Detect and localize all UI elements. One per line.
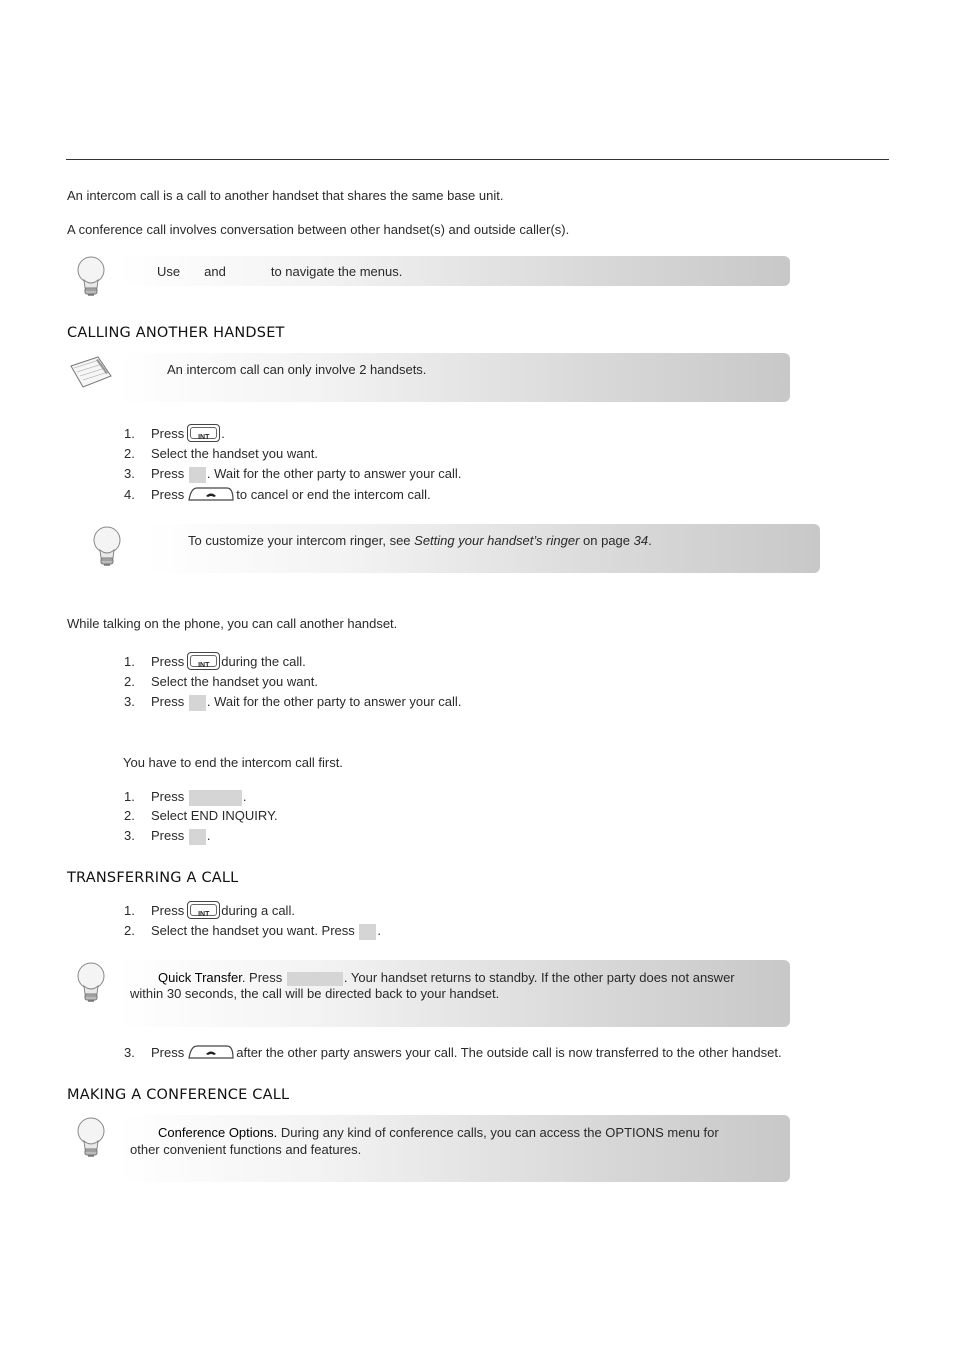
tip-quick-transfer-line1: Quick Transfer. Press . Your handset returns to standby. If the other party does not answer — [158, 970, 735, 985]
heading-calling-another-handset: CALLING ANOTHER HANDSET — [67, 325, 285, 341]
tip-conference-line2: other convenient functions and features. — [130, 1142, 362, 1157]
steps-calling: 1. Press INT . 2. Select the handset you want. 3. Press . Wait for the other party to answer your call. 4. Press to cancel or end the intercom call. — [124, 424, 824, 508]
softkey-placeholder — [189, 790, 242, 806]
lightbulb-icon — [74, 256, 108, 298]
lightbulb-icon — [74, 962, 108, 1004]
intro-line-1: An intercom call is a call to another handset that shares the same base unit. — [67, 188, 504, 203]
ok-key-placeholder — [359, 924, 376, 940]
heading-transferring-a-call: TRANSFERRING A CALL — [67, 870, 239, 886]
tip-and: and — [204, 264, 226, 279]
intro-line-2: A conference call involves conversation between other handset(s) and outside caller(s). — [67, 222, 570, 237]
tip-navigate-text — [157, 263, 402, 280]
tip-use: Use — [157, 264, 181, 279]
tip-conference-title: Conference Options. — [158, 1125, 278, 1140]
ok-key-placeholder — [189, 829, 206, 845]
header-rule — [66, 159, 889, 160]
tip-quick-transfer-title: Quick Transfer — [158, 970, 242, 985]
int-key-icon: INT — [187, 424, 220, 442]
steps-transfer: 1. Press INT during a call. 2. Select the handset you want. Press . — [124, 901, 824, 943]
link-setting-ringer[interactable]: Setting your handset’s ringer — [414, 533, 580, 548]
tip-quick-transfer-line2: within 30 seconds, the call will be directed back to your handset. — [130, 986, 500, 1001]
tip-customize-text: To customize your intercom ringer, see Setting your handset’s ringer on page 34. — [188, 533, 652, 548]
notepad-icon — [68, 354, 114, 390]
int-key-icon: INT — [187, 652, 220, 670]
note-text: An intercom call can only involve 2 handsets. — [167, 362, 427, 377]
ok-key-placeholder — [189, 695, 206, 711]
tip-conference-line1: Conference Options. During any kind of conference calls, you can access the OPTIONS menu for — [158, 1125, 719, 1140]
int-key-icon: INT — [187, 901, 220, 919]
heading-making-a-conference-call: MAKING A CONFERENCE CALL — [67, 1087, 290, 1103]
page-ref[interactable]: 34 — [633, 533, 649, 548]
ok-key-placeholder — [189, 467, 206, 483]
steps-transfer-continued: 3. Press after the other party answers your call. The outside call is now transferred to the other handset. — [124, 1045, 782, 1060]
tip-rest: to navigate the menus. — [270, 264, 403, 279]
lightbulb-icon — [74, 1117, 108, 1159]
steps-while-talking: 1. Press INT during the call. 2. Select the handset you want. 3. Press . Wait for the other party to answer your call. — [124, 652, 824, 714]
softkey-placeholder — [287, 972, 343, 986]
section3-intro: You have to end the intercom call first. — [123, 755, 343, 770]
section2-intro: While talking on the phone, you can call another handset. — [67, 616, 398, 631]
end-call-key-icon — [187, 486, 235, 502]
steps-end-intercom: 1. Press . 2. Select END INQUIRY. 3. Press . — [124, 789, 278, 843]
lightbulb-icon — [90, 526, 124, 568]
end-call-key-icon — [187, 1044, 235, 1060]
